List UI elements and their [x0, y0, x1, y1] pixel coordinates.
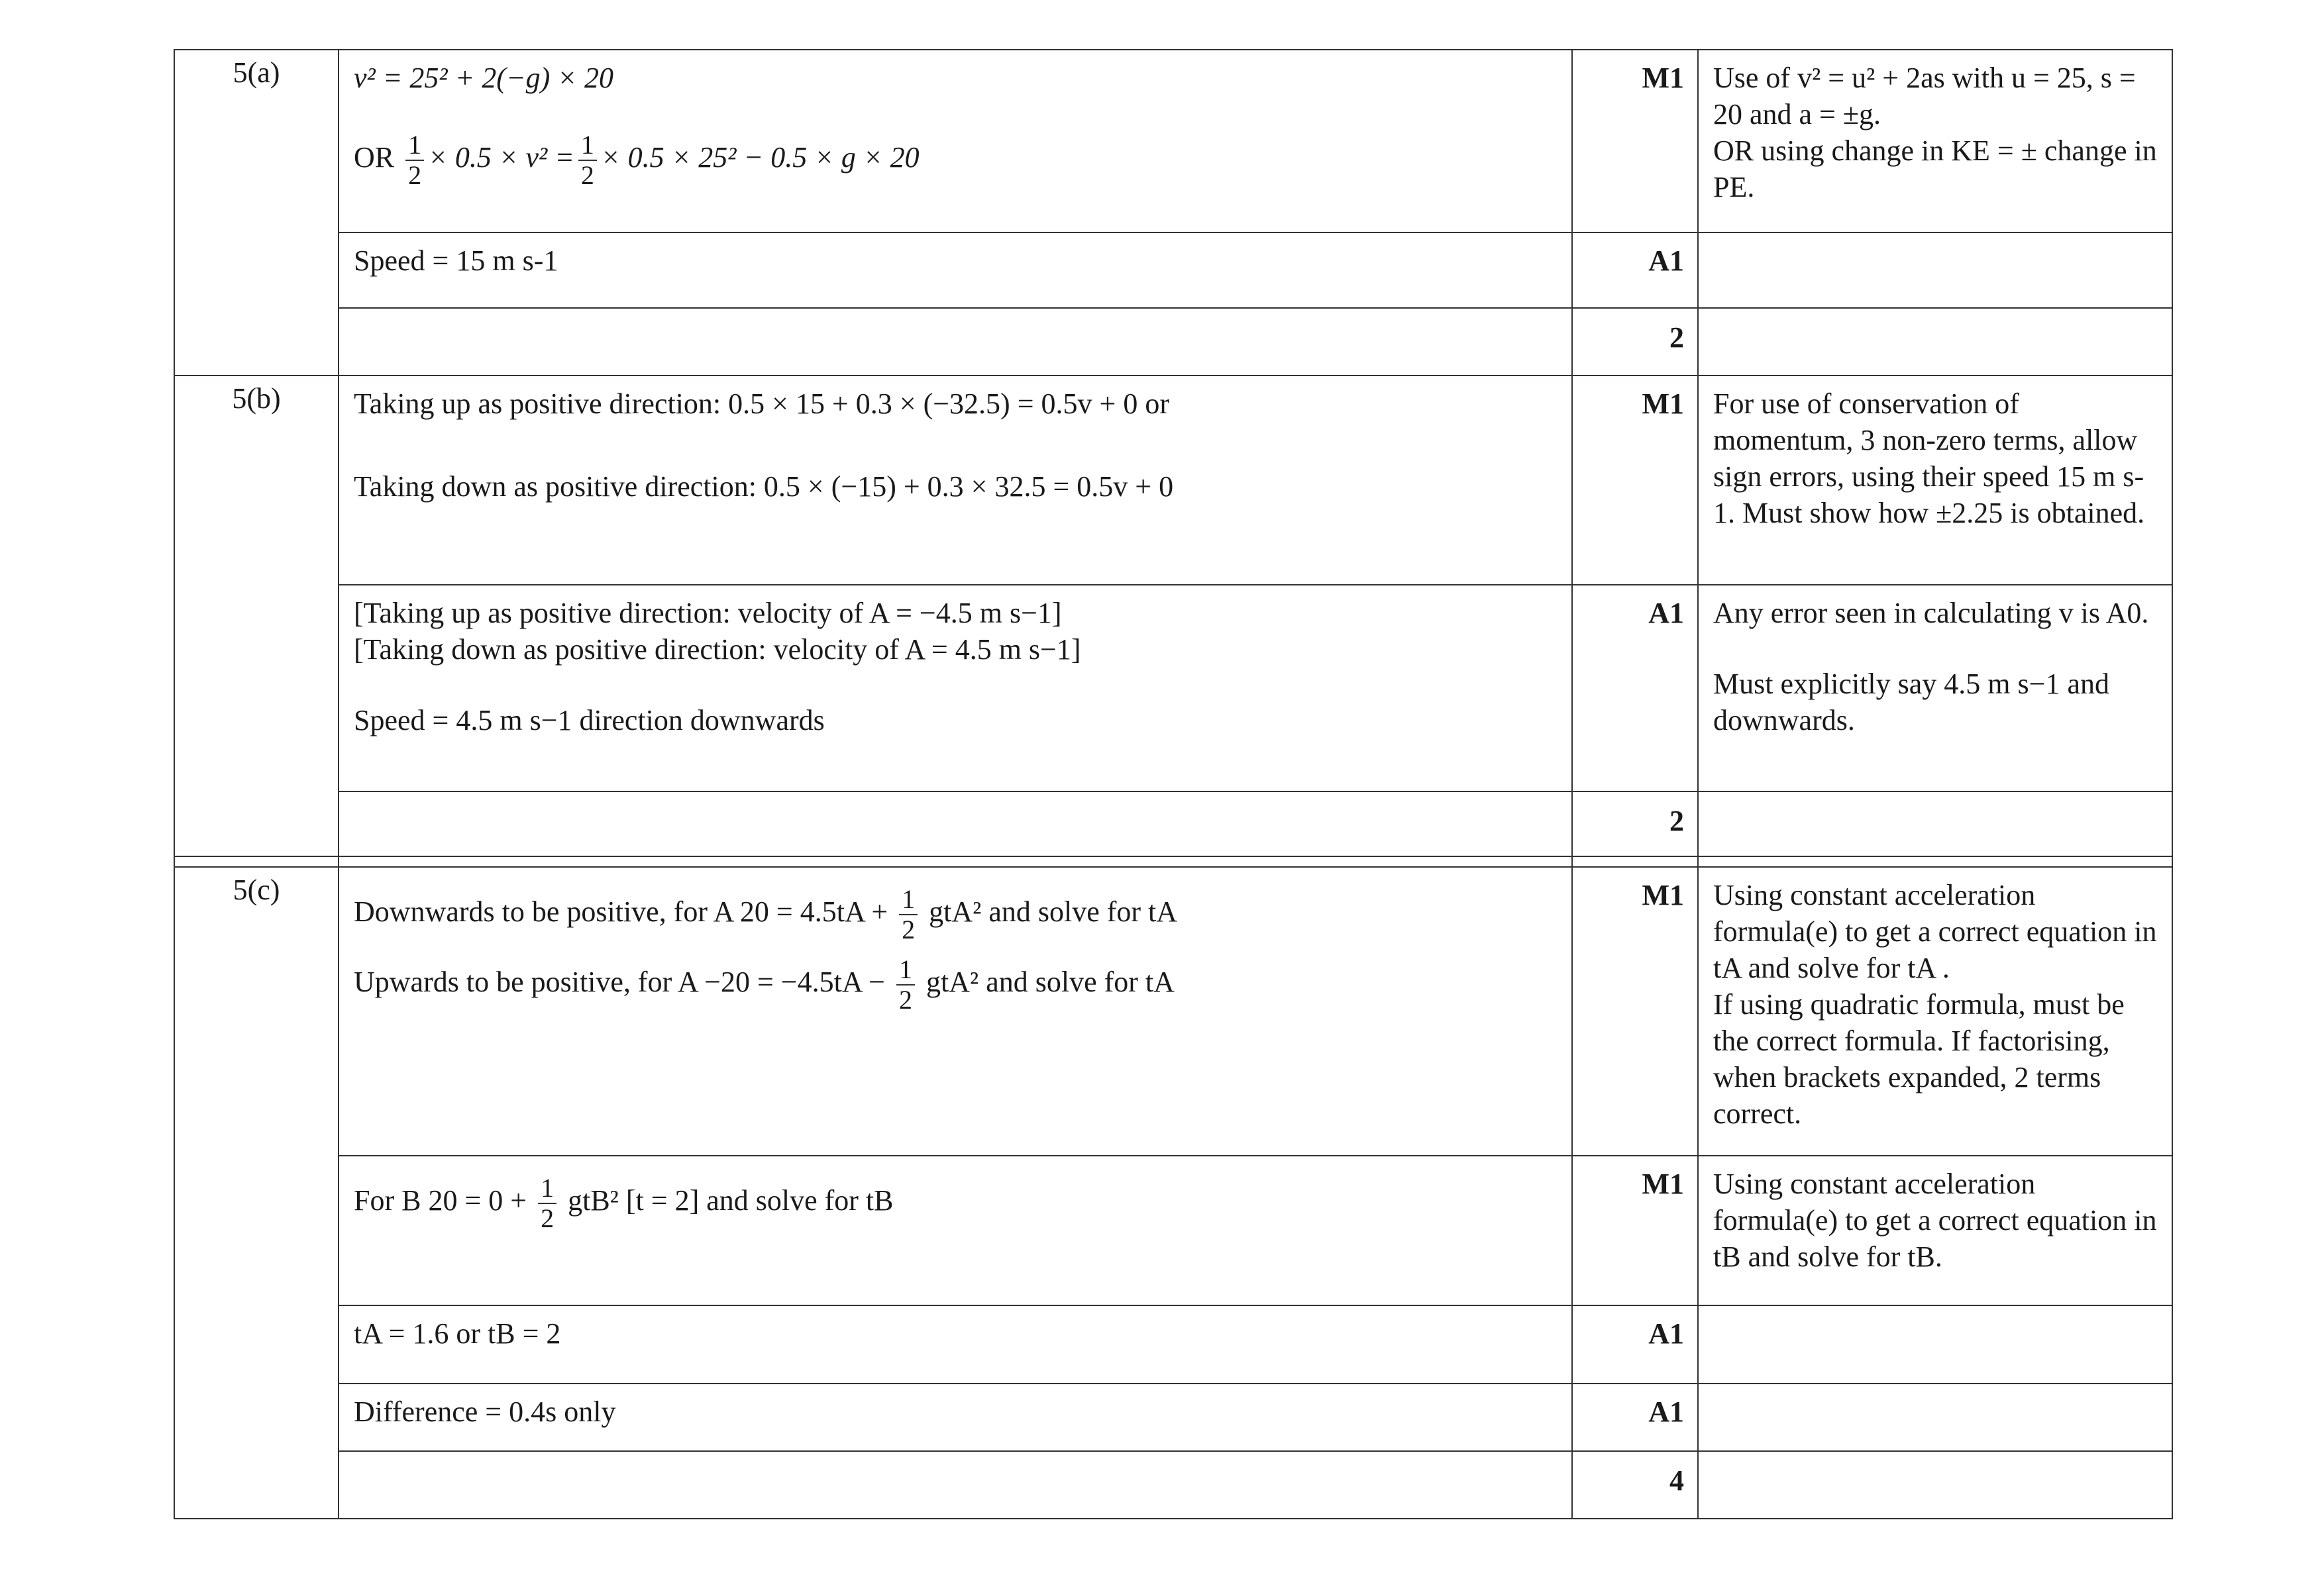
mark-code: A1 [1572, 1305, 1698, 1384]
fraction: $\frac{1}{2}$ [405, 130, 424, 190]
mark-code: M1 [1572, 867, 1698, 1156]
working-line: tA = 1.6 or tB = 2 [339, 1305, 1572, 1384]
working-cell [339, 376, 1572, 585]
equation-part: gtA² and solve for tA [926, 966, 1175, 999]
guidance-cell [1698, 867, 2172, 1156]
table-row [174, 791, 2172, 856]
fraction: $\frac{1}{2}$ [896, 955, 915, 1015]
table-row [174, 376, 2172, 585]
working-line: [Taking down as positive direction: velocity of A = 4.5 m s−1] [354, 633, 1081, 666]
fraction: $\frac{1}{2}$ [538, 1174, 556, 1233]
equation-part: gtB² [t = 2] and solve for tB [568, 1184, 894, 1217]
guidance-cell [1698, 50, 2172, 232]
mark-code: M1 [1572, 50, 1698, 232]
working-cell [339, 867, 1572, 1156]
guidance-cell [1698, 585, 2172, 791]
fraction: $\frac{1}{2}$ [899, 885, 918, 944]
empty-cell [1698, 1451, 2172, 1519]
working-line [354, 955, 1558, 1015]
empty-cell [1698, 308, 2172, 376]
mark-code: M1 [1572, 376, 1698, 585]
table-row [174, 1156, 2172, 1305]
question-number-5b: 5(b) [174, 376, 339, 856]
empty-cell [1698, 1305, 2172, 1384]
empty-cell [339, 308, 1572, 376]
table-row [174, 585, 2172, 791]
working-line: Taking up as positive direction: 0.5 × 15 + 0.3 × (−32.5) = 0.5v + 0 or [354, 387, 1169, 420]
guidance-text: Using constant acceleration formula(e) to get a correct equation in tB and solve for tB. [1698, 1156, 2172, 1305]
table-row [174, 232, 2172, 308]
empty-cell [339, 1451, 1572, 1519]
mark-code: M1 [1572, 1156, 1698, 1305]
mark-scheme-sheet [174, 49, 2172, 1519]
working-line: [Taking up as positive direction: velocity of A = −4.5 m s−1] [354, 597, 1062, 629]
guidance-text: If using quadratic formula, must be the correct formula. If factorising, when brackets expanded, 2 terms correct. [1713, 988, 2125, 1130]
total-marks: 4 [1572, 1451, 1698, 1519]
equation-part: × 0.5 × 25² − 0.5 × g × 20 [600, 141, 920, 174]
section-divider [174, 856, 2172, 867]
guidance-text: Using constant acceleration formula(e) to get a correct equation in tA and solve for tA . [1713, 879, 2157, 984]
equation-part: × 0.5 × v² = [428, 141, 574, 174]
working-line: Speed = 15 m s-1 [339, 232, 1572, 308]
table-row [174, 1384, 2172, 1451]
total-marks: 2 [1572, 308, 1698, 376]
question-number-5a: 5(a) [174, 50, 339, 376]
table-row [174, 867, 2172, 1156]
working-line [354, 1174, 1558, 1233]
mark-code: A1 [1572, 232, 1698, 308]
empty-cell [1698, 791, 2172, 856]
guidance-text: Any error seen in calculating v is A0. [1713, 597, 2149, 629]
working-cell [339, 50, 1572, 232]
equation-part: For B 20 = 0 + [354, 1184, 527, 1217]
guidance-text: For use of conservation of momentum, 3 non-zero terms, allow sign errors, using their speed 15 m s-1. Must show how ±2.25 is obtained. [1698, 376, 2172, 585]
mark-code: A1 [1572, 585, 1698, 791]
working-line [354, 130, 1558, 190]
working-line: v² = 25² + 2(−g) × 20 [354, 62, 613, 94]
mark-scheme-table [174, 49, 2173, 1519]
guidance-text: Use of v² = u² + 2as with u = 25, s = 20 and a = ±g. [1713, 62, 2136, 130]
table-row [174, 308, 2172, 376]
mark-code: A1 [1572, 1384, 1698, 1451]
guidance-cell [1698, 232, 2172, 308]
or-label: OR [354, 141, 395, 174]
guidance-text: OR using change in KE = ± change in PE. [1713, 134, 2157, 203]
equation-part: Upwards to be positive, for A −20 = −4.5tA − [354, 966, 885, 999]
equation-part: gtA² and solve for tA [929, 895, 1178, 929]
empty-cell [339, 791, 1572, 856]
working-line: Taking down as positive direction: 0.5 × (−15) + 0.3 × 32.5 = 0.5v + 0 [354, 470, 1174, 503]
table-row [174, 50, 2172, 232]
table-row [174, 1305, 2172, 1384]
total-marks: 2 [1572, 791, 1698, 856]
fraction: $\frac{1}{2}$ [578, 130, 597, 190]
guidance-text: Must explicitly say 4.5 m s−1 and downwards. [1713, 668, 2109, 736]
equation-part: Downwards to be positive, for A 20 = 4.5tA + [354, 895, 888, 929]
empty-cell [1698, 1384, 2172, 1451]
working-line: Difference = 0.4s only [339, 1384, 1572, 1451]
question-number-5c: 5(c) [174, 867, 339, 1519]
working-cell [339, 1156, 1572, 1305]
working-line: Speed = 4.5 m s−1 direction downwards [354, 704, 825, 736]
working-line [354, 885, 1558, 944]
table-row [174, 1451, 2172, 1519]
working-cell [339, 585, 1572, 791]
